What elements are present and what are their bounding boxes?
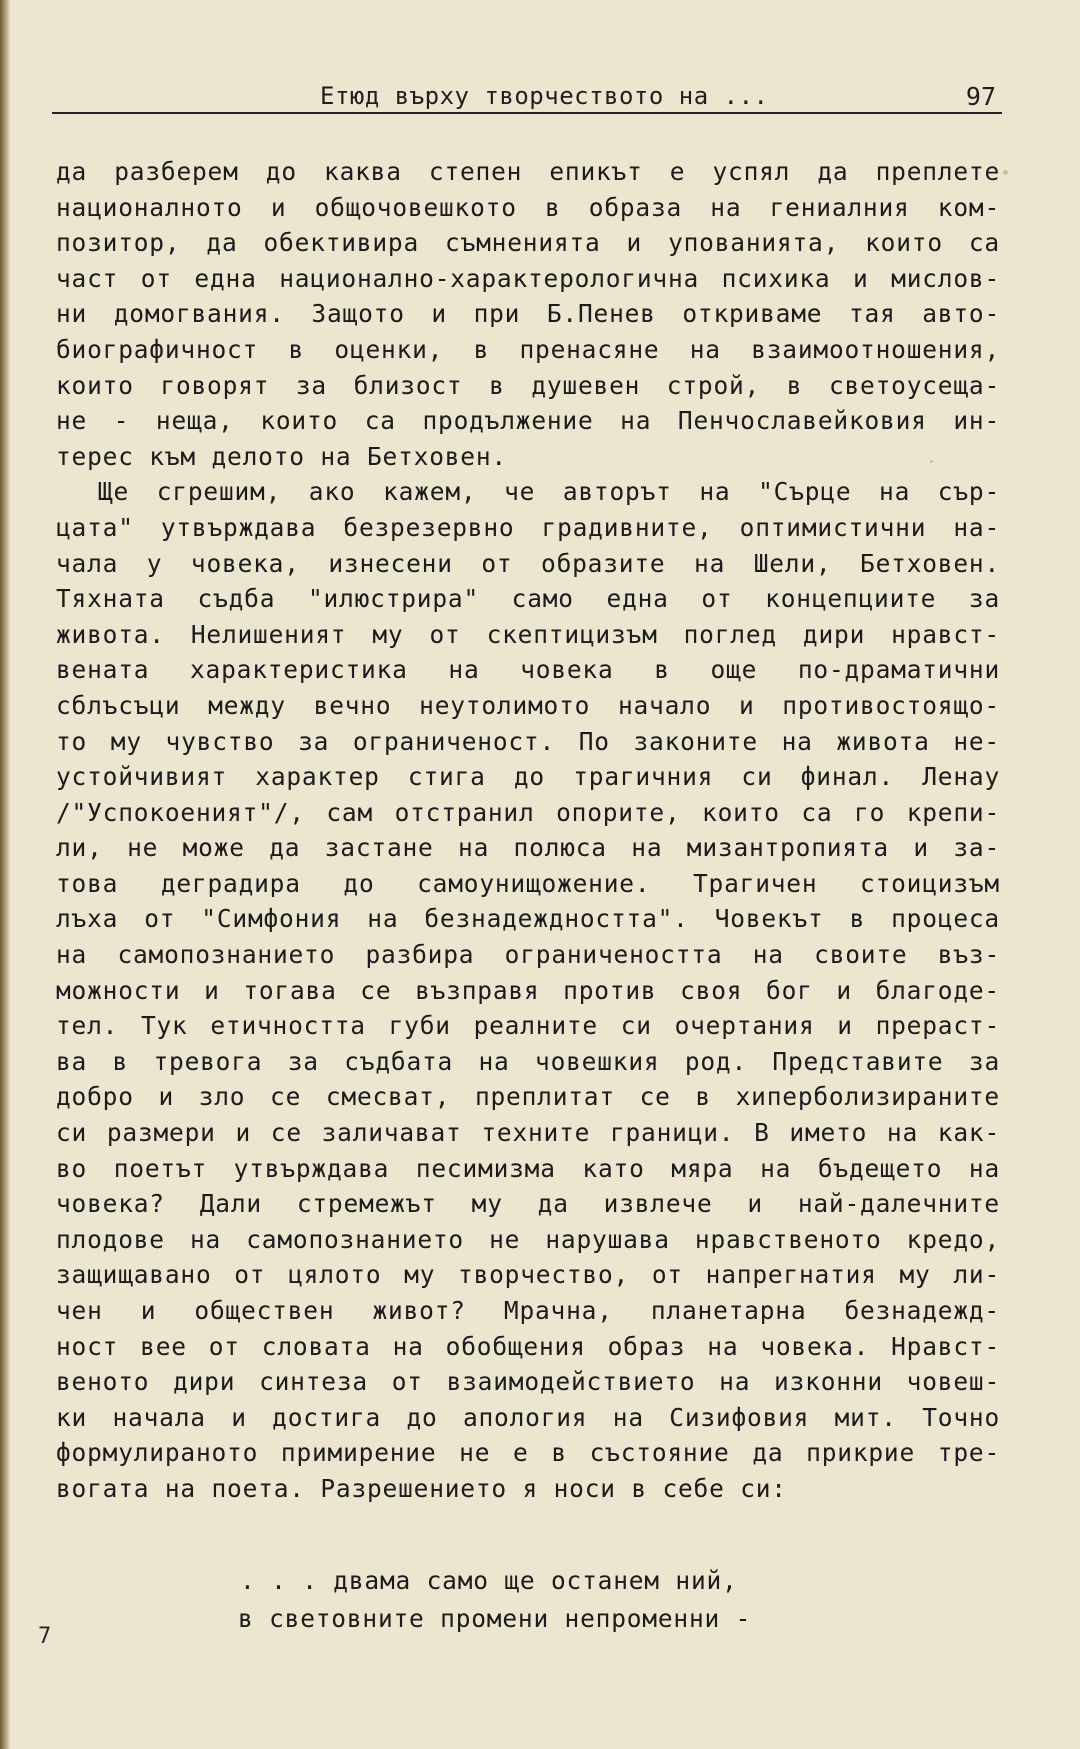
signature-mark: 7 xyxy=(38,1624,52,1649)
verse-quote xyxy=(240,1562,751,1638)
text-line: да разберем до каква степен епикът е успял да преплете xyxy=(56,157,1000,186)
text-line: част от една национално-характерологична психика и мислов- xyxy=(56,263,1000,293)
text-line: вогата на поета. Разрешението я носи в себе си: xyxy=(56,1473,787,1503)
text-line: позитор, да обективира съмненията и упованията, които са xyxy=(56,228,1000,258)
body-text xyxy=(56,154,1000,1507)
text-line: защищавано от цялото му творчество, от напрегнатия му ли- xyxy=(56,1260,1000,1290)
text-line: човека? Дали стремежът му да извлече и най-далечните xyxy=(56,1189,1000,1219)
text-line: /"Успокоеният"/, сам отстранил опорите, които са го крепи- xyxy=(56,797,1000,827)
text-line: националното и общочовешкото в образа на гениалния ком- xyxy=(56,192,1000,222)
text-line: чала у човека, изнесени от образите на Шели, Бетховен. xyxy=(56,548,1000,578)
text-line: то му чувство за ограниченост. По законите на живота не- xyxy=(56,726,1000,756)
text-line: добро и зло се смесват, преплитат се в хиперболизираните xyxy=(56,1082,1000,1112)
text-line: тел. Тук етичността губи реалните си очертания и прераст- xyxy=(56,1011,1000,1041)
text-line: чен и обществен живот? Мрачна, планетарна безнадежд- xyxy=(56,1296,1000,1325)
text-line: които говорят за близост в душевен строй, в светоусеща- xyxy=(56,370,1000,400)
verse-line: . . . двама само ще останем ний, xyxy=(240,1566,738,1595)
text-line: лъха от "Симфония на безнадеждността". Човекът в процеса xyxy=(56,904,1000,934)
text-line: ва в тревога за съдбата на човешкия род. Представите за xyxy=(56,1046,1000,1076)
text-line: ки начала и достига до апология на Сизифовия мит. Точно xyxy=(56,1402,1000,1432)
text-line: на самопознанието разбира ограничеността на своите въз- xyxy=(56,940,1000,970)
text-line: можности и тогава се възправя против своя бог и благоде- xyxy=(56,975,1000,1005)
text-line: не - неща, които са продължение на Пенчославейковия ин- xyxy=(56,406,1000,436)
text-line: живота. Нелишеният му от скептицизъм поглед дири нравст- xyxy=(56,619,1000,649)
paragraph-start-line: Ще сгрешим, ако кажем, че авторът на "Сърце на сър- xyxy=(98,477,1000,507)
text-line: вената характеристика на човека в още по-драматични xyxy=(56,655,1000,685)
text-line: ли, не може да застане на полюса на мизантропията и за- xyxy=(56,833,1000,863)
text-line: Тяхната съдба "илюстрира" само една от концепциите за xyxy=(56,584,1000,614)
text-line: веното дири синтеза от взаимодействието на изконни човеш- xyxy=(56,1367,1000,1397)
running-header xyxy=(52,78,1002,114)
text-line: устойчивият характер стига до трагичния си финал. Ленау xyxy=(56,762,1000,792)
verse-line: в световните промени непроменни - xyxy=(238,1604,752,1633)
text-line: си размери и се заличават техните граници. В името на как- xyxy=(56,1118,1000,1148)
text-line: биографичност в оценки, в пренасяне на взаимоотношения, xyxy=(56,334,1000,364)
paper-speck xyxy=(930,460,933,463)
text-line: ност вее от словата на обобщения образ на човека. Нравст- xyxy=(56,1331,1000,1361)
text-line: ни домогвания. Защото и при Б.Пенев откриваме тая авто- xyxy=(56,299,1000,329)
text-line: терес към делото на Бетховен. xyxy=(56,441,507,471)
text-line: цата" утвърждава безрезервно градивните, оптимистични на- xyxy=(56,512,1000,542)
paper-speck xyxy=(1003,170,1008,175)
text-line: плодове на самопознанието не нарушава нравственото кредо, xyxy=(56,1224,1000,1254)
text-line: во поетът утвърждава песимизма като мяра на бъдещето на xyxy=(56,1153,1000,1183)
book-spine-shadow xyxy=(0,0,10,1749)
running-title: Етюд върху творчеството на ... xyxy=(320,82,769,110)
text-line: формулираното примирение не е в състояние да прикрие тре- xyxy=(56,1438,1000,1468)
text-line: това деградира до самоунищожение. Трагичен стоицизъм xyxy=(56,868,1000,898)
page-number: 97 xyxy=(965,82,996,111)
text-line: сблъсъци между вечно неутолимото начало и противостоящо- xyxy=(56,690,1000,720)
